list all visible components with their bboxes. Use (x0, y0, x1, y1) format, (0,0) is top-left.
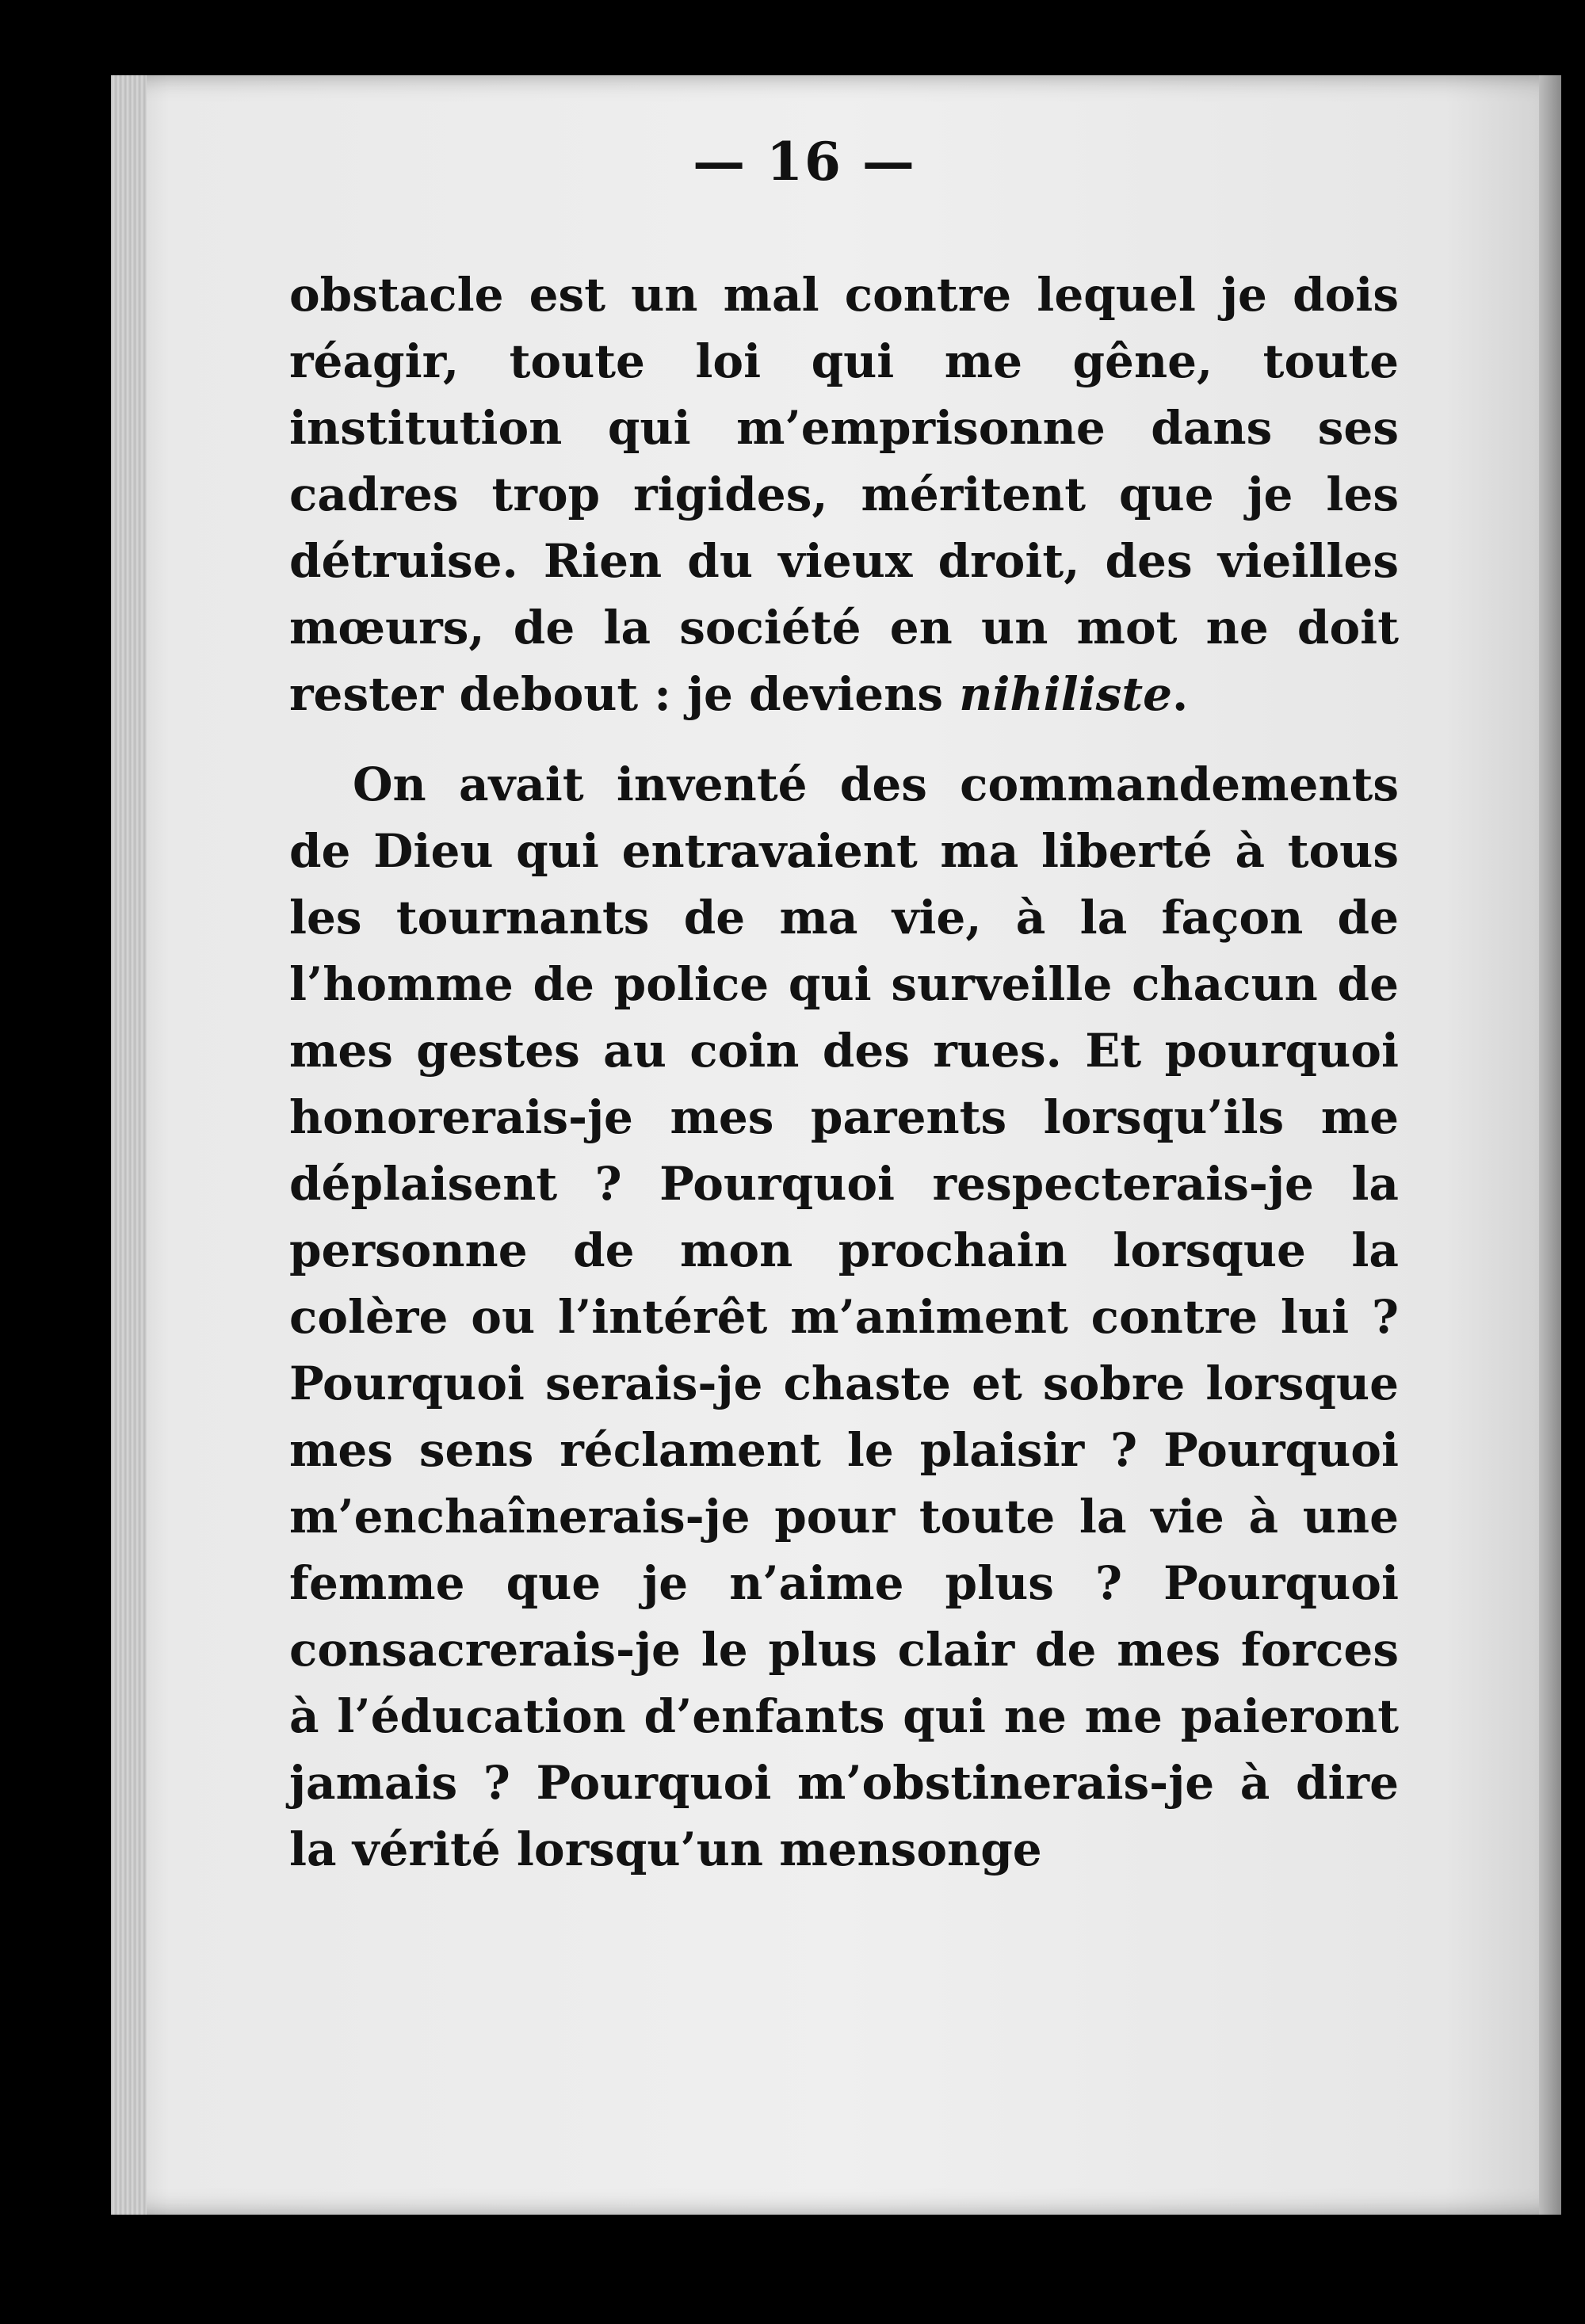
paragraph-2: On avait inventé des commandements de Dieu qui entravaient ma liberté à tous les tournants de ma vie, à la façon de l’homme de police qui surveille chacun de mes gestes au coin des rues. Et pourquoi honorerais-je mes parents lorsqu’ils me déplaisent ? Pourquoi respecterais-je la personne de mon prochain lorsque la colère ou l’intérêt m’animent contre lui ? Pourquoi serais-je chaste et sobre lorsque mes sens réclament le plaisir ? Pourquoi m’enchaînerais-je pour toute la vie à une femme que je n’aime plus ? Pourquoi consacrerais-je le plus clair de mes forces à l’éducation d’enfants qui ne me paieront jamais ? Pourquoi m’obstinerais-je à dire la vérité lorsqu’un mensonge (289, 757, 1399, 1876)
paragraph-1-italic-word: nihiliste (959, 667, 1173, 721)
page-edge-left (111, 75, 147, 2215)
paragraph-1-text: obstacle est un mal contre lequel je dois réagir, toute loi qui me gêne, toute institution qui m’emprisonne dans ses cadres trop rigides, méritent que je les détruise. Rien du vieux droit, des vieilles mœurs, de la société en un mot ne doit rester debout : je deviens (289, 268, 1399, 721)
page-number: — 16 — (693, 131, 916, 193)
body-text (289, 261, 1399, 1883)
paragraph-1 (289, 261, 1399, 727)
paragraph-1-end: . (1172, 667, 1189, 721)
page-edge-right (1539, 75, 1561, 2215)
